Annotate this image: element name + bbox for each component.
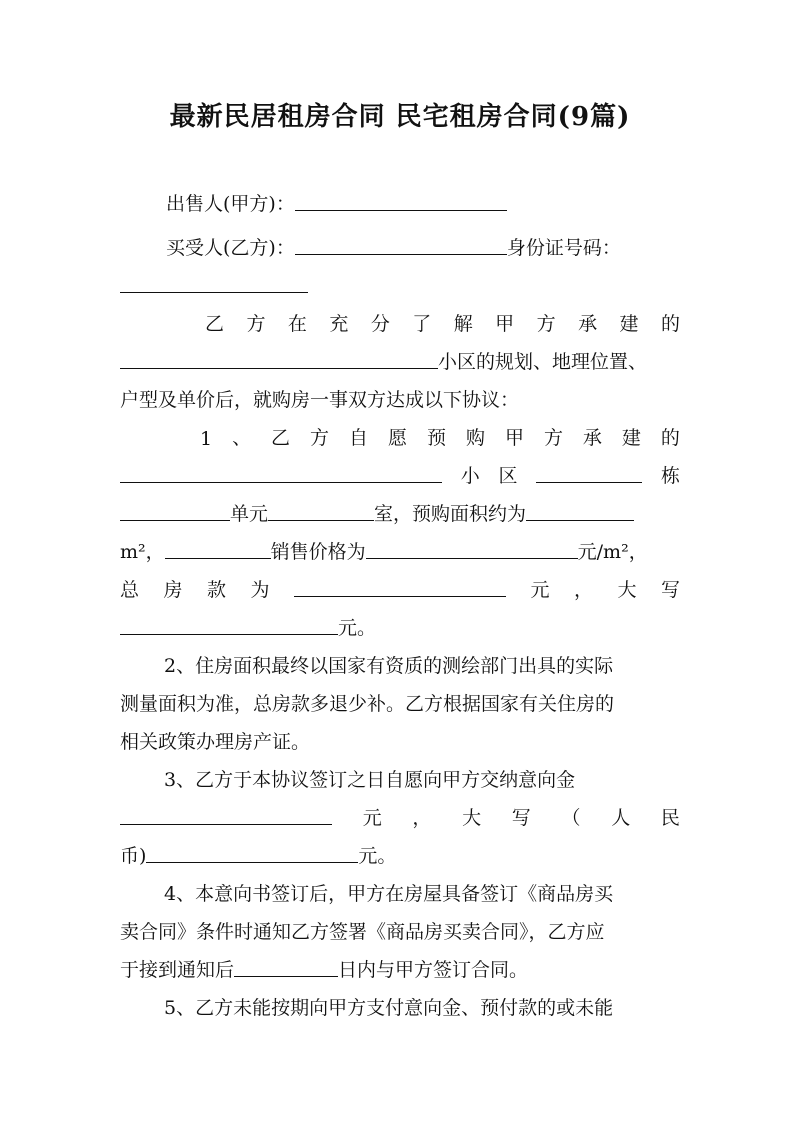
intro-line-3: 户型及单价后，就购房一事双方达成以下协议：	[120, 389, 520, 411]
clause3-token-6: 人	[611, 807, 631, 829]
seller-label: 出售人(甲方)：	[166, 193, 295, 215]
clause3-line-2	[120, 794, 680, 830]
clause1-char-6: 愿	[388, 427, 408, 449]
seller-line	[166, 180, 686, 216]
intro-char-2: 方	[246, 313, 266, 335]
intro-char-3: 在	[287, 313, 307, 335]
clause1-per-sqm: 元/m²，	[577, 541, 648, 563]
clause1-unit: 单元	[230, 503, 269, 525]
clause1-comma: ，	[573, 579, 593, 601]
clause1-char-8: 购	[465, 427, 485, 449]
clause1-xie: 写	[660, 579, 680, 601]
clause4-text-a: 于接到通知后	[120, 959, 235, 981]
intro-line-2	[120, 338, 680, 374]
clause3-line-1: 3、乙方于本协议签订之日自愿向甲方交纳意向金	[164, 769, 576, 791]
clause1-line-2	[120, 452, 680, 488]
clause1-char-10: 方	[543, 427, 563, 449]
clause3-token-3: 大	[462, 807, 482, 829]
clause4-line-2: 卖合同》条件时通知乙方签署《商品房买卖合同》，乙方应	[120, 921, 605, 943]
clause1-char-7: 预	[426, 427, 446, 449]
clause1-line-5	[120, 566, 680, 602]
intro-char-11: 建	[619, 313, 639, 335]
clause1-char-12: 建	[621, 427, 641, 449]
total-blank	[294, 595, 506, 597]
clause1-line-3	[120, 490, 680, 526]
clause1-char-2: 、	[232, 427, 252, 449]
buyer-label: 买受人(乙方)：	[166, 237, 295, 259]
clause3-token-4: 写	[511, 807, 531, 829]
intro-char-4: 充	[329, 313, 349, 335]
area-blank	[526, 519, 634, 521]
clause1-char-1: 1	[200, 428, 213, 450]
clause2-line-3: 相关政策办理房产证。	[120, 731, 311, 753]
building-blank	[536, 481, 642, 483]
intro-char-6: 了	[412, 313, 432, 335]
intro-char-8: 甲	[495, 313, 515, 335]
price-blank-2	[366, 557, 578, 559]
intro-char-1: 乙	[205, 313, 225, 335]
project-blank	[120, 367, 438, 369]
clause1-xiao: 小	[460, 465, 480, 487]
clause1-dong: 栋	[660, 465, 680, 487]
clause1-line-4	[120, 528, 680, 564]
price-blank-1	[165, 557, 271, 559]
intro-text-2: 小区的规划、地理位置、	[438, 351, 648, 373]
clause4-text-b: 日内与甲方签订合同。	[338, 959, 529, 981]
clause1-char-5: 自	[349, 427, 369, 449]
clause1-line-6	[120, 604, 680, 640]
id-label: 身份证号码：	[506, 237, 621, 259]
clause1-price: 销售价格为	[270, 541, 366, 563]
unit-blank	[120, 519, 230, 521]
id-blank	[120, 291, 308, 293]
clause1-room: 室，预购面积约为	[374, 503, 527, 525]
clause5-line-1: 5、乙方未能按期向甲方支付意向金、预付款的或未能	[164, 997, 614, 1019]
clause1-char-9: 甲	[504, 427, 524, 449]
clause1-end: 元。	[338, 617, 377, 639]
deposit-daxie-blank	[146, 861, 358, 863]
total-daxie-blank	[120, 633, 338, 635]
intro-char-7: 解	[453, 313, 473, 335]
days-blank	[234, 975, 338, 977]
clause1-yuan: 元	[530, 579, 550, 601]
intro-char-10: 承	[578, 313, 598, 335]
clause3-token-1: 元	[362, 807, 382, 829]
total-char-3: 款	[207, 579, 227, 601]
district-blank	[120, 481, 442, 483]
clause4-line-1: 4、本意向书签订后，甲方在房屋具备签订《商品房买	[164, 883, 614, 905]
clause1-line-1	[200, 414, 680, 450]
clause1-sqm: m²，	[120, 541, 165, 563]
intro-line-1	[205, 300, 680, 336]
clause4-line-3	[120, 946, 680, 982]
total-char-4: 为	[250, 579, 270, 601]
clause3-token-7: 民	[660, 807, 680, 829]
intro-char-9: 方	[536, 313, 556, 335]
clause1-char-3: 乙	[271, 427, 291, 449]
deposit-blank	[120, 823, 332, 825]
clause2-line-2: 测量面积为准，总房款多退少补。乙方根据国家有关住房的	[120, 693, 615, 715]
clause3-end: 元。	[358, 845, 397, 867]
clause3-rmb: 币)	[120, 845, 147, 867]
document-title: 最新民居租房合同 民宅租房合同(9篇)	[169, 102, 631, 132]
clause1-char-13: 的	[660, 427, 680, 449]
buyer-blank	[295, 253, 507, 255]
clause1-qu: 区	[498, 465, 518, 487]
buyer-line	[166, 224, 686, 260]
clause1-char-11: 承	[582, 427, 602, 449]
clause2-line-1: 2、住房面积最终以国家有资质的测绘部门出具的实际	[164, 655, 614, 677]
clause1-da: 大	[617, 579, 637, 601]
intro-char-12: 的	[660, 313, 680, 335]
room-blank	[268, 519, 374, 521]
id-line	[120, 262, 680, 298]
clause3-line-3	[120, 832, 680, 868]
total-char-1: 总	[120, 579, 140, 601]
seller-blank	[295, 209, 507, 211]
intro-char-5: 分	[370, 313, 390, 335]
clause3-token-5: （	[561, 807, 581, 829]
total-char-2: 房	[163, 579, 183, 601]
clause1-char-4: 方	[310, 427, 330, 449]
clause3-token-2: ，	[412, 807, 432, 829]
